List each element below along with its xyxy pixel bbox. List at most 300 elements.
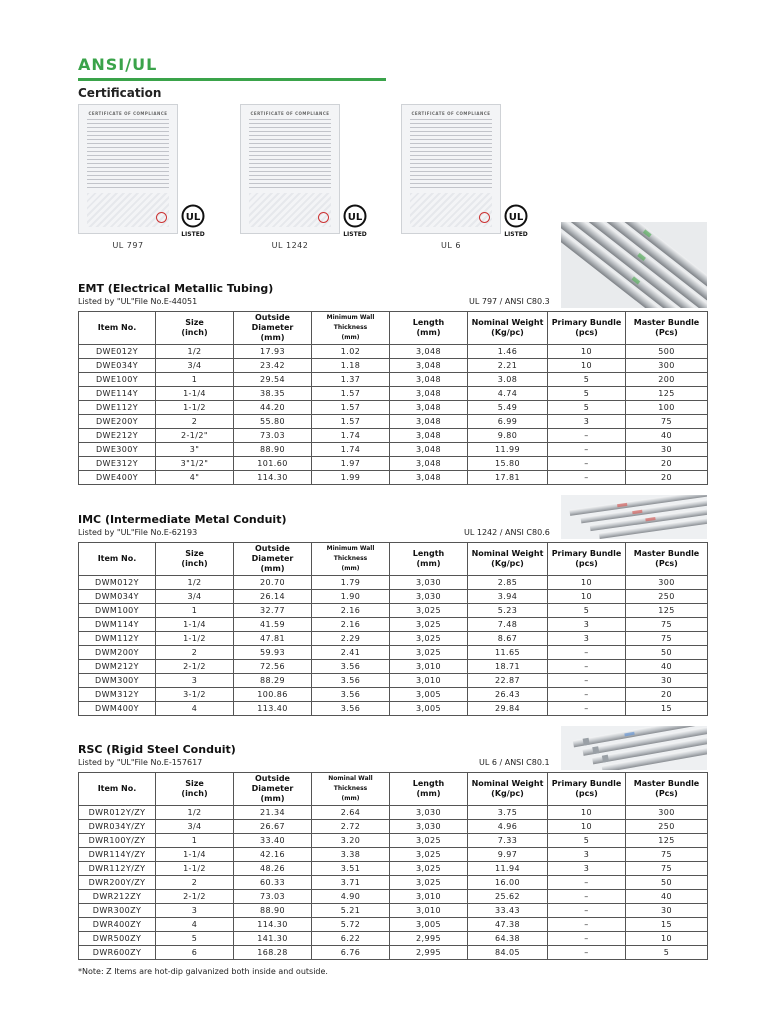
table-cell: 3 (156, 674, 234, 688)
table-cell: 3,005 (390, 702, 468, 716)
certificate-document-image (401, 104, 501, 234)
table-cell: 4 (156, 918, 234, 932)
column-header (626, 543, 708, 576)
table-cell: 4 (156, 702, 234, 716)
table-cell: 3,025 (390, 848, 468, 862)
table-cell: 72.56 (234, 660, 312, 674)
table-cell: 300 (626, 359, 708, 373)
title-underline (78, 78, 386, 81)
column-header-label: Size (185, 779, 204, 788)
column-header-unit: (inch) (181, 789, 208, 798)
table-cell: 3.56 (312, 660, 390, 674)
table-cell: 3,048 (390, 359, 468, 373)
table-cell: 10 (626, 932, 708, 946)
table-cell: 10 (548, 590, 626, 604)
table-cell: 3/4 (156, 590, 234, 604)
table-cell: 125 (626, 604, 708, 618)
table-cell: 3/4 (156, 820, 234, 834)
table-cell: 29.54 (234, 373, 312, 387)
table-cell: DWR600ZY (79, 946, 156, 960)
table-cell: 47.81 (234, 632, 312, 646)
table-row (79, 359, 708, 373)
table-cell: 3 (548, 862, 626, 876)
rsc-pipe-photo (561, 726, 707, 770)
table-cell: 18.71 (468, 660, 548, 674)
certificate-ul-797 (78, 104, 240, 252)
emt-pipe-photo (561, 222, 707, 308)
column-header-unit: (mm) (416, 789, 441, 798)
table-cell: 300 (626, 806, 708, 820)
table-cell: 101.60 (234, 457, 312, 471)
column-header-unit: (Kg/pc) (491, 789, 524, 798)
table-cell: DWR114Y/ZY (79, 848, 156, 862)
table-cell: 3.08 (468, 373, 548, 387)
ul-mark-sub: LISTED (504, 231, 528, 238)
table-cell: 88.90 (234, 443, 312, 457)
table-row (79, 604, 708, 618)
table-cell: DWR034Y/ZY (79, 820, 156, 834)
table-header-row (79, 312, 708, 345)
table-row (79, 674, 708, 688)
table-cell: 75 (626, 415, 708, 429)
column-header-unit: (Kg/pc) (491, 559, 524, 568)
table-row (79, 415, 708, 429)
table-row (79, 457, 708, 471)
table-cell: 2.64 (312, 806, 390, 820)
column-header-unit: (pcs) (575, 328, 598, 337)
table-row (79, 618, 708, 632)
table-cell: – (548, 946, 626, 960)
column-header-unit: (mm) (341, 565, 360, 572)
table-cell: – (548, 429, 626, 443)
column-header-label: Outside Diameter (251, 544, 294, 563)
table-row (79, 702, 708, 716)
table-cell: 3" (156, 443, 234, 457)
table-row (79, 918, 708, 932)
table-cell: 15.80 (468, 457, 548, 471)
column-header (390, 543, 468, 576)
table-cell: 73.03 (234, 890, 312, 904)
table-cell: 5 (548, 604, 626, 618)
table-cell: 2 (156, 876, 234, 890)
table-cell: – (548, 890, 626, 904)
table-cell: 2.16 (312, 618, 390, 632)
table-cell: – (548, 918, 626, 932)
column-header-unit: (mm) (341, 795, 360, 802)
table-cell: 48.26 (234, 862, 312, 876)
table-cell: 2,995 (390, 932, 468, 946)
table-cell: 7.33 (468, 834, 548, 848)
table-cell: 3,048 (390, 429, 468, 443)
table-cell: DWM212Y (79, 660, 156, 674)
table-cell: 125 (626, 387, 708, 401)
column-header (626, 773, 708, 806)
certificate-doc-title: CERTIFICATE OF COMPLIANCE (411, 111, 491, 116)
table-row (79, 429, 708, 443)
table-cell: 2.29 (312, 632, 390, 646)
column-header-label: Primary Bundle (551, 318, 622, 327)
ul-listed-mark-icon (342, 204, 368, 238)
ul-listed-mark-icon (503, 204, 529, 238)
column-header-label: Size (185, 549, 204, 558)
table-cell: DWR300ZY (79, 904, 156, 918)
table-cell: 42.16 (234, 848, 312, 862)
table-cell: 3 (548, 415, 626, 429)
column-header-label: Item No. (97, 323, 137, 332)
table-cell: – (548, 674, 626, 688)
table-cell: 84.05 (468, 946, 548, 960)
table-cell: 3,048 (390, 387, 468, 401)
table-cell: – (548, 688, 626, 702)
column-header (468, 773, 548, 806)
table-cell: 88.29 (234, 674, 312, 688)
table-cell: 3,010 (390, 660, 468, 674)
table-cell: 5 (626, 946, 708, 960)
table-cell: 3,025 (390, 604, 468, 618)
column-header-label: Outside Diameter (251, 313, 294, 332)
ul-mark-sub: LISTED (181, 231, 205, 238)
table-cell: 3,025 (390, 646, 468, 660)
certificate-doc-title: CERTIFICATE OF COMPLIANCE (88, 111, 168, 116)
table-cell: 5.49 (468, 401, 548, 415)
column-header (548, 773, 626, 806)
table-cell: 20.70 (234, 576, 312, 590)
table-cell: 1.02 (312, 345, 390, 359)
table-cell: 10 (548, 345, 626, 359)
imc-spec-table (78, 542, 708, 716)
emt-section-title: EMT (Electrical Metallic Tubing) (78, 282, 274, 295)
table-cell: 73.03 (234, 429, 312, 443)
table-cell: DWM100Y (79, 604, 156, 618)
table-cell: 3,048 (390, 401, 468, 415)
table-cell: 29.84 (468, 702, 548, 716)
column-header-label: Master Bundle (633, 549, 700, 558)
table-cell: 3.94 (468, 590, 548, 604)
table-cell: 3-1/2 (156, 688, 234, 702)
column-header-unit: (mm) (416, 559, 441, 568)
table-cell: 47.38 (468, 918, 548, 932)
table-cell: DWM312Y (79, 688, 156, 702)
table-cell: 40 (626, 890, 708, 904)
table-cell: DWR012Y/ZY (79, 806, 156, 820)
column-header-label: Nominal Weight (471, 318, 544, 327)
table-row (79, 904, 708, 918)
table-cell: 250 (626, 820, 708, 834)
table-cell: 38.35 (234, 387, 312, 401)
table-cell: 3,030 (390, 820, 468, 834)
table-cell: 1.46 (468, 345, 548, 359)
table-cell: 64.38 (468, 932, 548, 946)
table-cell: 5.72 (312, 918, 390, 932)
table-cell: 3,025 (390, 618, 468, 632)
table-cell: 88.90 (234, 904, 312, 918)
column-header-unit: (mm) (260, 564, 285, 573)
column-header-label: Nominal Wall Thickness (328, 775, 373, 792)
table-cell: DWR112Y/ZY (79, 862, 156, 876)
table-row (79, 806, 708, 820)
table-cell: 11.94 (468, 862, 548, 876)
table-cell: 300 (626, 576, 708, 590)
table-cell: 2,995 (390, 946, 468, 960)
column-header-label: Length (412, 779, 445, 788)
column-header (390, 773, 468, 806)
table-cell: 1.57 (312, 401, 390, 415)
table-cell: 1.99 (312, 471, 390, 485)
table-cell: 5 (548, 387, 626, 401)
table-cell: 40 (626, 429, 708, 443)
column-header-unit: (mm) (260, 333, 285, 342)
column-header-unit: (pcs) (575, 559, 598, 568)
table-cell: DWR500ZY (79, 932, 156, 946)
table-cell: 500 (626, 345, 708, 359)
table-cell: 60.33 (234, 876, 312, 890)
column-header-unit: (Pcs) (655, 328, 678, 337)
table-cell: 1.74 (312, 443, 390, 457)
table-cell: 1 (156, 373, 234, 387)
table-cell: 20 (626, 688, 708, 702)
table-cell: 1-1/4 (156, 618, 234, 632)
table-cell: 3,048 (390, 373, 468, 387)
table-cell: 114.30 (234, 471, 312, 485)
table-cell: – (548, 471, 626, 485)
table-cell: 3,048 (390, 443, 468, 457)
table-cell: 3,010 (390, 674, 468, 688)
table-cell: 1.37 (312, 373, 390, 387)
table-cell: 8.67 (468, 632, 548, 646)
table-cell: DWE212Y (79, 429, 156, 443)
column-header (156, 312, 234, 345)
table-cell: 141.30 (234, 932, 312, 946)
table-row (79, 576, 708, 590)
table-cell: 26.14 (234, 590, 312, 604)
certificate-document-image (240, 104, 340, 234)
column-header (626, 312, 708, 345)
table-cell: 26.67 (234, 820, 312, 834)
imc-standard: UL 1242 / ANSI C80.6 (464, 528, 550, 537)
table-header-row (79, 543, 708, 576)
ul-mark-text: UL (508, 212, 524, 223)
imc-pipe-photo (561, 495, 707, 539)
table-cell: 1-1/2 (156, 862, 234, 876)
table-cell: 125 (626, 834, 708, 848)
table-cell: 3 (548, 632, 626, 646)
table-cell: 100 (626, 401, 708, 415)
column-header (312, 312, 390, 345)
table-cell: 7.48 (468, 618, 548, 632)
emt-standard: UL 797 / ANSI C80.3 (469, 297, 550, 306)
column-header-label: Nominal Weight (471, 549, 544, 558)
table-cell: 2 (156, 646, 234, 660)
ul-mark-text: UL (347, 212, 363, 223)
table-cell: 3,030 (390, 806, 468, 820)
table-cell: 6.99 (468, 415, 548, 429)
column-header-unit: (mm) (416, 328, 441, 337)
table-cell: DWE112Y (79, 401, 156, 415)
column-header (390, 312, 468, 345)
table-cell: – (548, 702, 626, 716)
column-header-unit: (Kg/pc) (491, 328, 524, 337)
column-header-unit: (pcs) (575, 789, 598, 798)
table-cell: DWE400Y (79, 471, 156, 485)
table-cell: 3,048 (390, 415, 468, 429)
table-cell: DWE114Y (79, 387, 156, 401)
table-cell: – (548, 443, 626, 457)
table-cell: 9.80 (468, 429, 548, 443)
table-row (79, 834, 708, 848)
table-row (79, 876, 708, 890)
certification-heading: Certification (78, 86, 162, 100)
certificate-label: UL 1242 (271, 241, 309, 250)
table-cell: 6.22 (312, 932, 390, 946)
table-cell: 1.79 (312, 576, 390, 590)
table-cell: 3.56 (312, 688, 390, 702)
column-header-unit: (inch) (181, 328, 208, 337)
table-cell: DWR100Y/ZY (79, 834, 156, 848)
table-cell: 3,005 (390, 918, 468, 932)
table-header-row (79, 773, 708, 806)
column-header-label: Minimum Wall Thickness (326, 314, 375, 331)
table-cell: 6 (156, 946, 234, 960)
table-cell: 2-1/2 (156, 890, 234, 904)
table-cell: DWR200Y/ZY (79, 876, 156, 890)
table-cell: 50 (626, 876, 708, 890)
column-header (548, 543, 626, 576)
table-row (79, 590, 708, 604)
table-cell: 2.16 (312, 604, 390, 618)
table-cell: 3,030 (390, 590, 468, 604)
table-cell: – (548, 876, 626, 890)
table-cell: 1.90 (312, 590, 390, 604)
table-cell: 2-1/2 (156, 660, 234, 674)
table-cell: 3/4 (156, 359, 234, 373)
table-cell: 3.51 (312, 862, 390, 876)
table-cell: 5 (548, 401, 626, 415)
table-cell: 250 (626, 590, 708, 604)
table-row (79, 401, 708, 415)
table-cell: 1 (156, 604, 234, 618)
table-cell: 100.86 (234, 688, 312, 702)
table-cell: – (548, 646, 626, 660)
table-cell: 9.97 (468, 848, 548, 862)
ul-listed-mark-icon (180, 204, 206, 238)
column-header (312, 773, 390, 806)
table-row (79, 471, 708, 485)
table-cell: – (548, 904, 626, 918)
table-cell: 3,048 (390, 457, 468, 471)
table-cell: DWM034Y (79, 590, 156, 604)
column-header-label: Item No. (97, 784, 137, 793)
imc-section-title: IMC (Intermediate Metal Conduit) (78, 513, 287, 526)
table-cell: 4.74 (468, 387, 548, 401)
table-cell: 6.76 (312, 946, 390, 960)
table-row (79, 688, 708, 702)
table-cell: 33.43 (468, 904, 548, 918)
table-cell: 3.71 (312, 876, 390, 890)
table-cell: 11.99 (468, 443, 548, 457)
table-cell: 1.57 (312, 415, 390, 429)
table-row (79, 946, 708, 960)
table-cell: 11.65 (468, 646, 548, 660)
table-cell: 1/2 (156, 345, 234, 359)
table-cell: 75 (626, 862, 708, 876)
table-cell: 3,030 (390, 576, 468, 590)
table-cell: 3,048 (390, 345, 468, 359)
table-row (79, 387, 708, 401)
table-cell: 5 (548, 834, 626, 848)
certificate-ul-1242 (240, 104, 402, 252)
column-header-label: Length (412, 318, 445, 327)
table-cell: 3.56 (312, 674, 390, 688)
column-header (312, 543, 390, 576)
table-cell: 5.21 (312, 904, 390, 918)
certificate-document-image (78, 104, 178, 234)
table-cell: 1-1/4 (156, 387, 234, 401)
table-cell: DWE312Y (79, 457, 156, 471)
column-header-label: Nominal Weight (471, 779, 544, 788)
column-header-unit: (Pcs) (655, 559, 678, 568)
table-cell: 2 (156, 415, 234, 429)
table-cell: 22.87 (468, 674, 548, 688)
column-header (234, 312, 312, 345)
table-row (79, 848, 708, 862)
table-cell: 1-1/2 (156, 632, 234, 646)
column-header-label: Size (185, 318, 204, 327)
table-cell: 4.96 (468, 820, 548, 834)
table-cell: 15 (626, 702, 708, 716)
table-cell: 1-1/2 (156, 401, 234, 415)
column-header-label: Primary Bundle (551, 549, 622, 558)
rsc-spec-table (78, 772, 708, 960)
table-cell: 3,005 (390, 688, 468, 702)
table-cell: 3 (548, 618, 626, 632)
table-cell: 2.72 (312, 820, 390, 834)
rsc-section-title: RSC (Rigid Steel Conduit) (78, 743, 236, 756)
column-header-label: Master Bundle (633, 779, 700, 788)
table-cell: DWE300Y (79, 443, 156, 457)
column-header-label: Item No. (97, 554, 137, 563)
table-row (79, 890, 708, 904)
table-cell: 75 (626, 632, 708, 646)
table-cell: 10 (548, 576, 626, 590)
table-cell: 40 (626, 660, 708, 674)
table-cell: 44.20 (234, 401, 312, 415)
table-cell: 30 (626, 443, 708, 457)
table-cell: 5.23 (468, 604, 548, 618)
column-header (156, 773, 234, 806)
table-cell: DWE200Y (79, 415, 156, 429)
table-cell: 30 (626, 674, 708, 688)
table-cell: 55.80 (234, 415, 312, 429)
table-cell: 2-1/2" (156, 429, 234, 443)
table-cell: 5 (156, 932, 234, 946)
table-cell: 25.62 (468, 890, 548, 904)
certificate-label: UL 6 (441, 241, 461, 250)
table-cell: 3,010 (390, 904, 468, 918)
table-cell: 3,010 (390, 890, 468, 904)
column-header-unit: (inch) (181, 559, 208, 568)
table-cell: 1/2 (156, 806, 234, 820)
table-cell: 1.97 (312, 457, 390, 471)
table-cell: 3,025 (390, 862, 468, 876)
table-cell: 75 (626, 618, 708, 632)
table-cell: 3,025 (390, 876, 468, 890)
table-cell: 5 (548, 373, 626, 387)
table-cell: – (548, 660, 626, 674)
table-cell: 17.93 (234, 345, 312, 359)
emt-listed-file: Listed by "UL"File No.E-44051 (78, 297, 198, 306)
table-cell: 30 (626, 904, 708, 918)
table-cell: 1/2 (156, 576, 234, 590)
